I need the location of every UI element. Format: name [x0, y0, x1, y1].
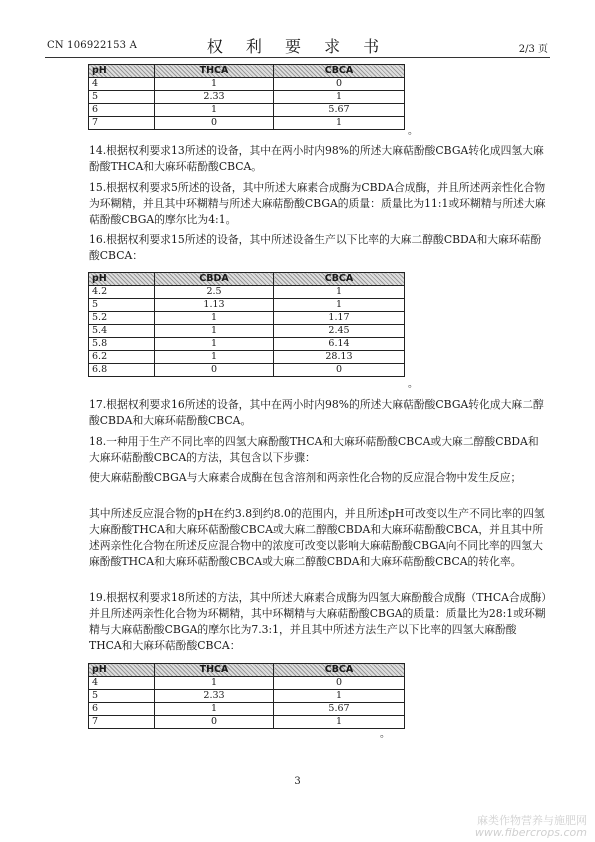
column-header: CBCA [274, 65, 405, 78]
table-cell: 5.67 [274, 104, 405, 117]
table-cell: 1 [274, 716, 405, 729]
table-cell: 4 [89, 677, 155, 690]
table-row [89, 312, 405, 325]
column-header: CBCA [274, 664, 405, 677]
table-cell: 1 [155, 312, 274, 325]
table-trailing-mark: 。 [380, 729, 390, 740]
table-cell: 2.45 [274, 325, 405, 338]
table-cell: 2.33 [155, 690, 274, 703]
table-row [89, 690, 405, 703]
table-cell: 4 [89, 78, 155, 91]
header-rule [45, 57, 550, 58]
table-cell: 0 [274, 364, 405, 377]
column-header: pH [89, 273, 155, 286]
table-cell: 1 [274, 299, 405, 312]
table-cell: 6 [89, 104, 155, 117]
table-cell: 1 [155, 351, 274, 364]
table-row [89, 338, 405, 351]
table-cell: 28.13 [274, 351, 405, 364]
table-cell: 5.2 [89, 312, 155, 325]
table-cell: 0 [155, 716, 274, 729]
table-cell: 1 [155, 78, 274, 91]
table-row [89, 677, 405, 690]
table-cell: 0 [155, 117, 274, 130]
watermark-text: 麻类作物营养与施肥网 [477, 814, 587, 827]
table-row [89, 364, 405, 377]
table-cell: 5.8 [89, 338, 155, 351]
table-header-row [89, 65, 405, 78]
table-cell: 5 [89, 91, 155, 104]
table-row [89, 104, 405, 117]
claim-18-step: 使大麻萜酚酸CBGA与大麻素合成酶在包含溶剂和两亲性化合物的反应混合物中发生反应； [89, 471, 522, 484]
table-row [89, 91, 405, 104]
column-header: pH [89, 664, 155, 677]
watermark-url: www.fibercrops.com [474, 826, 587, 839]
patent-number: CN 106922153 A [47, 40, 138, 51]
table-cell: 1 [274, 690, 405, 703]
ratio-table-2 [88, 272, 405, 377]
table-cell: 1 [155, 338, 274, 351]
table-row [89, 325, 405, 338]
table-row [89, 117, 405, 130]
table-cell: 0 [155, 364, 274, 377]
table-cell: 1 [274, 91, 405, 104]
claim-18: 18.一种用于生产不同比率的四氢大麻酚酸THCA和大麻环萜酚酸CBCA或大麻二醇酸CBDA和大麻环萜酚酸CBCA的方法，其包含以下步骤： [89, 435, 539, 464]
table-cell: 0 [274, 677, 405, 690]
column-header: CBCA [274, 273, 405, 286]
claim-15: 15.根据权利要求5所述的设备，其中所述大麻素合成酶为CBDA合成酶，并且所述两亲性化合物为环糊精，并且其中环糊精与所述大麻萜酚酸CBGA的质量：质量比为11:1或环糊精与所述大麻萜酚酸CBGA的摩尔比为4:1。 [89, 181, 546, 226]
document-title: 权 利 要 求 书 [206, 37, 389, 56]
claim-14: 14.根据权利要求13所述的设备，其中在两小时内98%的所述大麻萜酚酸CBGA转化成四氢大麻酚酸THCA和大麻环萜酚酸CBCA。 [89, 144, 544, 173]
claim-17: 17.根据权利要求16所述的设备，其中在两小时内98%的所述大麻萜酚酸CBGA转化成大麻二醇酸CBDA和大麻环萜酚酸CBCA。 [89, 398, 544, 427]
table-trailing-mark: 。 [408, 379, 418, 390]
table-row [89, 78, 405, 91]
column-header: THCA [155, 65, 274, 78]
table-row [89, 716, 405, 729]
table-cell: 5.4 [89, 325, 155, 338]
table-header-row [89, 273, 405, 286]
table-cell: 6.14 [274, 338, 405, 351]
table-cell: 1 [155, 104, 274, 117]
table-cell: 1 [274, 117, 405, 130]
table-cell: 2.33 [155, 91, 274, 104]
ratio-table-3 [88, 663, 405, 729]
table-row [89, 703, 405, 716]
table-cell: 6.8 [89, 364, 155, 377]
claim-18-condition: 其中所述反应混合物的pH在约3.8到约8.0的范围内，并且所述pH可改变以生产不同比率的四氢大麻酚酸THCA和大麻环萜酚酸CBCA或大麻二醇酸CBDA和大麻环萜酚酸CBCA，并且其中所述两亲性化合物在所述反应混合物中的浓度可改变以影响大麻萜酚酸CBGA向不同比率的四氢大麻酚酸THCA和大麻环萜酚酸CBCA或大麻二醇酸CBDA和大麻环萜酚酸CBCA的转化率。 [89, 507, 545, 568]
page-number: 3 [294, 776, 301, 787]
table-cell: 5 [89, 690, 155, 703]
table-cell: 6.2 [89, 351, 155, 364]
table-header-row [89, 664, 405, 677]
table-cell: 5 [89, 299, 155, 312]
page-indicator: 2/3 页 [518, 44, 548, 55]
claim-16: 16.根据权利要求15所述的设备，其中所述设备生产以下比率的大麻二醇酸CBDA和大麻环萜酚酸CBCA： [89, 233, 542, 262]
table-cell: 6 [89, 703, 155, 716]
table-cell: 1 [155, 677, 274, 690]
table-cell: 1.13 [155, 299, 274, 312]
table-cell: 2.5 [155, 286, 274, 299]
column-header: THCA [155, 664, 274, 677]
table-cell: 5.67 [274, 703, 405, 716]
table-cell: 1.17 [274, 312, 405, 325]
table-cell: 7 [89, 117, 155, 130]
table-cell: 4.2 [89, 286, 155, 299]
table-row [89, 351, 405, 364]
table-cell: 0 [274, 78, 405, 91]
table-trailing-mark: 。 [408, 126, 418, 137]
column-header: pH [89, 65, 155, 78]
table-cell: 7 [89, 716, 155, 729]
table-cell: 1 [155, 703, 274, 716]
ratio-table-1 [88, 64, 405, 130]
table-cell: 1 [274, 286, 405, 299]
table-row [89, 299, 405, 312]
table-row [89, 286, 405, 299]
claim-19: 19.根据权利要求18所述的方法，其中所述大麻素合成酶为四氢大麻酚酸合成酶（THCA合成酶）并且所述两亲性化合物为环糊精，其中环糊精与大麻萜酚酸CBGA的质量：质量比为28:1或环糊精与大麻萜酚酸CBGA的摩尔比为7.3:1，并且其中所述方法生产以下比率的四氢大麻酚酸THCA和大麻环萜酚酸CBCA： [89, 591, 547, 652]
column-header: CBDA [155, 273, 274, 286]
table-cell: 1 [155, 325, 274, 338]
